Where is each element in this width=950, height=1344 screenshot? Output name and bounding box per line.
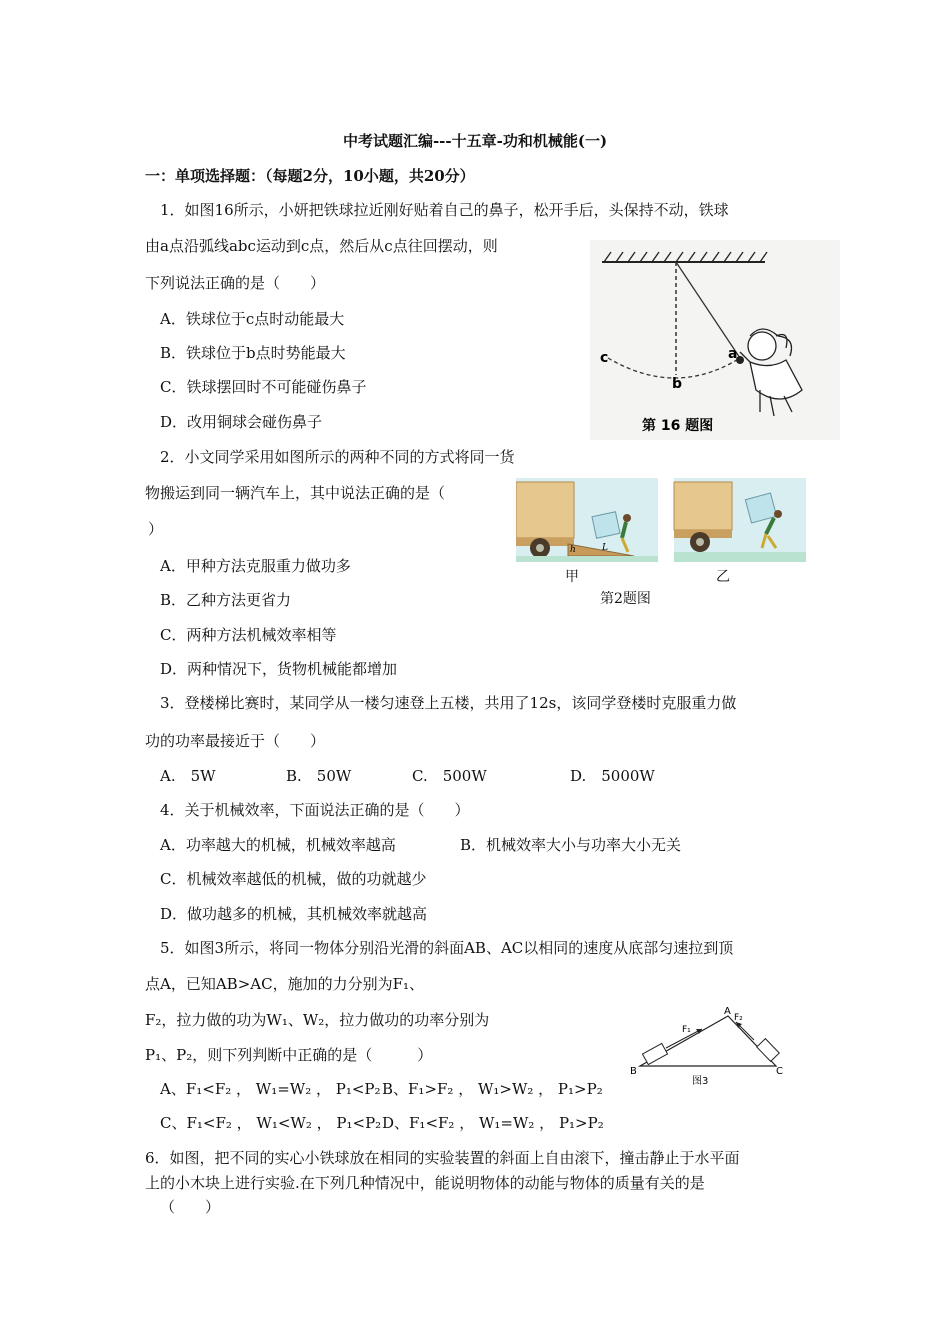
q5-option-c: C、F₁<F₂ ， W₁<W₂ ， P₁<P₂ [160,1114,382,1132]
label-h: h [570,545,576,555]
label-B: B [630,1066,637,1077]
q6-line3: （ ） [160,1198,221,1216]
q3-line2: 功的功率最接近于（ ） [145,732,326,750]
label-jia: 甲 [565,569,579,585]
label-F2: F₂ [734,1013,743,1023]
q2-line3: ） [148,520,164,538]
q1-option-d: D．改用铜球会碰伤鼻子 [160,413,323,431]
q1-option-b: B．铁球位于b点时势能最大 [160,344,346,362]
q2-figure [516,478,806,564]
q4-line1: 4．关于机械效率，下面说法正确的是（ ） [160,801,470,819]
q1-line2: 由a点沿弧线abc运动到c点，然后从c点往回摆动，则 [145,237,498,255]
label-yi: 乙 [716,569,730,585]
q5-line1: 5．如图3所示，将同一物体分别沿光滑的斜面AB、AC以相同的速度从底部匀速拉到顶 [160,939,734,957]
q2-line1: 2．小文同学采用如图所示的两种不同的方式将同一货 [160,448,515,466]
q2-figure-caption: 第2题图 [600,591,651,607]
q5-option-a: A、F₁<F₂ ， W₁=W₂ ， P₁<P₂ [160,1080,381,1098]
q2-option-b: B．乙种方法更省力 [160,591,292,609]
q3-line1: 3．登楼梯比赛时，某同学从一楼匀速登上五楼，共用了12s，该同学登楼时克服重力做 [160,694,737,712]
q5-incline-figure [624,1002,794,1088]
page-title: 中考试题汇编---十五章-功和机械能(一) [342,132,608,150]
label-a: a [728,346,738,362]
q6-line1: 6．如图，把不同的实心小铁球放在相同的实验装置的斜面上自由滚下，撞击静止于水平面 [145,1149,740,1167]
q4-option-c: C．机械效率越低的机械，做的功就越少 [160,870,427,888]
q2-option-c: C．两种方法机械效率相等 [160,626,337,644]
q5-line4: P₁、P₂，则下列判断中正确的是（ ） [145,1046,433,1064]
q5-option-b: B、F₁>F₂ ， W₁>W₂ ， P₁>P₂ [382,1080,603,1098]
q5-line2: 点A，已知AB>AC，施加的力分别为F₁、 [145,975,424,993]
q1-line1: 1．如图16所示，小妍把铁球拉近刚好贴着自己的鼻子，松开手后，头保持不动，铁球 [160,201,729,219]
q5-line3: F₂，拉力做的功为W₁、W₂，拉力做功的功率分别为 [145,1011,490,1029]
q3-option-b: B. 50W [286,767,352,785]
label-F1: F₁ [682,1025,691,1035]
label-b: b [672,376,683,392]
panel-jia [516,478,658,562]
q5-option-d: D、F₁<F₂ ， W₁=W₂ ， P₁>P₂ [382,1114,604,1132]
q1-option-c: C．铁球摆回时不可能碰伤鼻子 [160,378,367,396]
section-heading: 一：单项选择题：（每题2分，10小题，共20分） [145,167,475,185]
q2-option-d: D．两种情况下，货物机械能都增加 [160,660,398,678]
q4-option-a: A．功率越大的机械，机械效率越高 [160,836,396,854]
q1-pendulum-figure [590,240,840,440]
q2-line2: 物搬运到同一辆汽车上，其中说法正确的是（ [145,484,446,502]
label-C: C [776,1066,783,1077]
q3-option-a: A. 5W [160,767,216,785]
q4-option-d: D．做功越多的机械，其机械效率就越高 [160,905,428,923]
q1-option-a: A．铁球位于c点时动能最大 [160,310,345,328]
q1-figure-caption: 第 16 题图 [642,418,714,434]
q6-line2: 上的小木块上进行实验.在下列几种情况中，能说明物体的动能与物体的质量有关的是 [145,1174,705,1192]
q4-option-b: B．机械效率大小与功率大小无关 [460,836,682,854]
q5-figure-caption: 图3 [692,1076,709,1087]
q2-option-a: A．甲种方法克服重力做功多 [160,557,351,575]
q1-line3: 下列说法正确的是（ ） [145,274,326,292]
label-c: c [600,350,609,366]
q3-option-c: C. 500W [412,767,487,785]
panel-yi [674,478,806,562]
label-A: A [724,1006,731,1017]
q3-option-d: D. 5000W [570,767,655,785]
label-L: L [602,543,608,553]
